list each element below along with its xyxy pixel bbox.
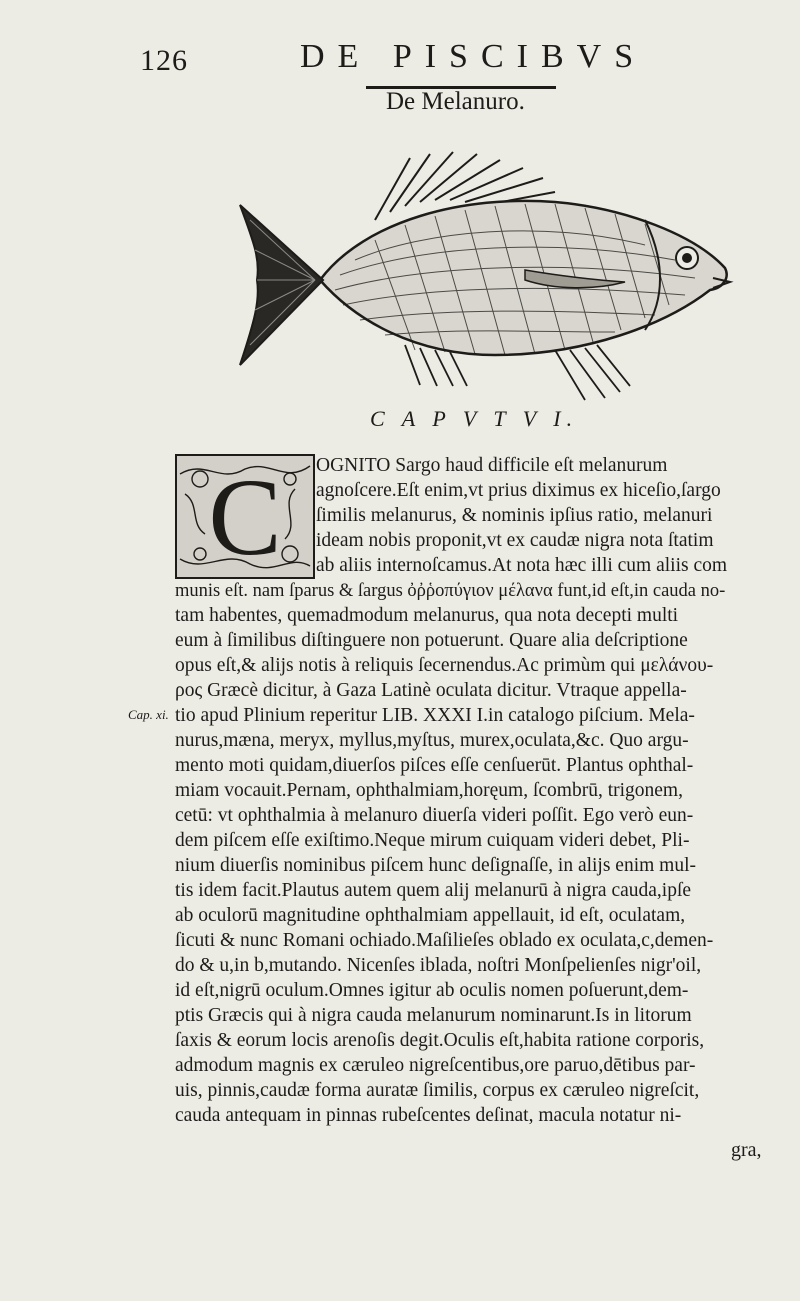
text-line: ſicuti & nunc Romani ochiado.Maſilieſes oblado ex oculata,c,demen- (175, 930, 714, 951)
text-line: cauda antequam in pinnas rubeſcentes deſinat, macula notatur ni- (175, 1105, 682, 1126)
text-line: opus eſt,& alijs notis à reliquis ſecernendus.Ac primùm qui μελάνου- (175, 655, 714, 676)
text-line: uis, pinnis,caudæ forma auratæ ſimilis, corpus ex cæruleo nigreſcit, (175, 1080, 700, 1101)
text-line: tis idem facit.Plautus autem quem alij melanurū à nigra cauda,ipſe (175, 880, 692, 901)
fish-woodcut-illustration (225, 150, 740, 405)
text-line: nurus,mæna, meryx, myllus,myſtus, murex,oculata,&c. Quo argu- (175, 730, 689, 751)
text-line: admodum magnis ex cæruleo nigreſcentibus,ore paruo,dētibus par- (175, 1055, 696, 1076)
text-line: nium diuerſis nominibus piſcem hunc deſignaſſe, in alijs enim mul- (175, 855, 697, 876)
running-title: DE PISCIBVS (300, 38, 647, 75)
text-line: tam habentes, quemadmodum melanurus, qua nota decepti multi (175, 605, 679, 626)
text-line: ab aliis internoſcamus.At nota hæc illi cum aliis com (316, 555, 728, 576)
text-line: munis eſt. nam ſparus & ſargus ὀῤῥοπύγιον μέλανα funt,id eſt,in cauda no- (175, 581, 726, 601)
text-line: dem piſcem eſſe exiſtimo.Neque mirum cuiquam videri debet, Pli- (175, 830, 690, 851)
margin-note: Cap. xi. (128, 707, 169, 722)
page-number: 126 (140, 44, 188, 77)
text-line: ſaxis & eorum locis arenoſis degit.Oculis eſt,habita ratione corporis, (175, 1030, 705, 1051)
text-line: OGNITO Sargo haud difficile eſt melanurum (316, 455, 668, 476)
text-line: ptis Græcis qui à nigra cauda melanurum nominarunt.Is in litorum (175, 1005, 692, 1026)
text-line: id eſt,nigrū oculum.Omnes igitur ab oculis nomen poſuerunt,dem- (175, 980, 689, 1001)
initial-letter: C (208, 456, 282, 578)
text-line: ρος Græcè dicitur, à Gaza Latinè oculata dicitur. Vtraque appella- (175, 680, 687, 701)
text-line: agnoſcere.Eſt enim,vt prius diximus ex hiceſio,ſargo (316, 480, 721, 501)
section-subheading: De Melanuro. (386, 88, 525, 115)
text-line: do & u,in b,mutando. Nicenſes iblada, noſtri Monſpelienſes nigr'oil, (175, 955, 702, 976)
chapter-heading: C A P V T V I. (370, 406, 579, 431)
text-line: ſimilis melanurus, & nominis ipſius ratio, melanuri (316, 505, 713, 526)
text-line: cetū: vt ophthalmia à melanuro diuerſa videri poſſit. Ego verò eun- (175, 805, 694, 826)
text-line: miam vocauit.Pernam, ophthalmiam,horęum, ſcombrū, trigonem, (175, 780, 683, 801)
text-line: mento moti quidam,diuerſos piſces eſſe cenſuerūt. Plantus ophthal- (175, 755, 694, 776)
text-line: tio apud Plinium reperitur LIB. XXXI I.in catalogo piſcium. Mela- (175, 705, 695, 726)
text-line: ideam nobis proponit,vt ex caudæ nigra nota ſtatim (316, 530, 714, 551)
decorated-initial-c (175, 454, 315, 579)
catchword: gra, (731, 1139, 762, 1161)
text-line: ab oculorū magnitudine ophthalmiam appellauit, id eſt, oculatam, (175, 905, 686, 926)
text-line: eum à ſimilibus diſtinguere non potuerunt. Quare alia deſcriptione (175, 630, 688, 651)
